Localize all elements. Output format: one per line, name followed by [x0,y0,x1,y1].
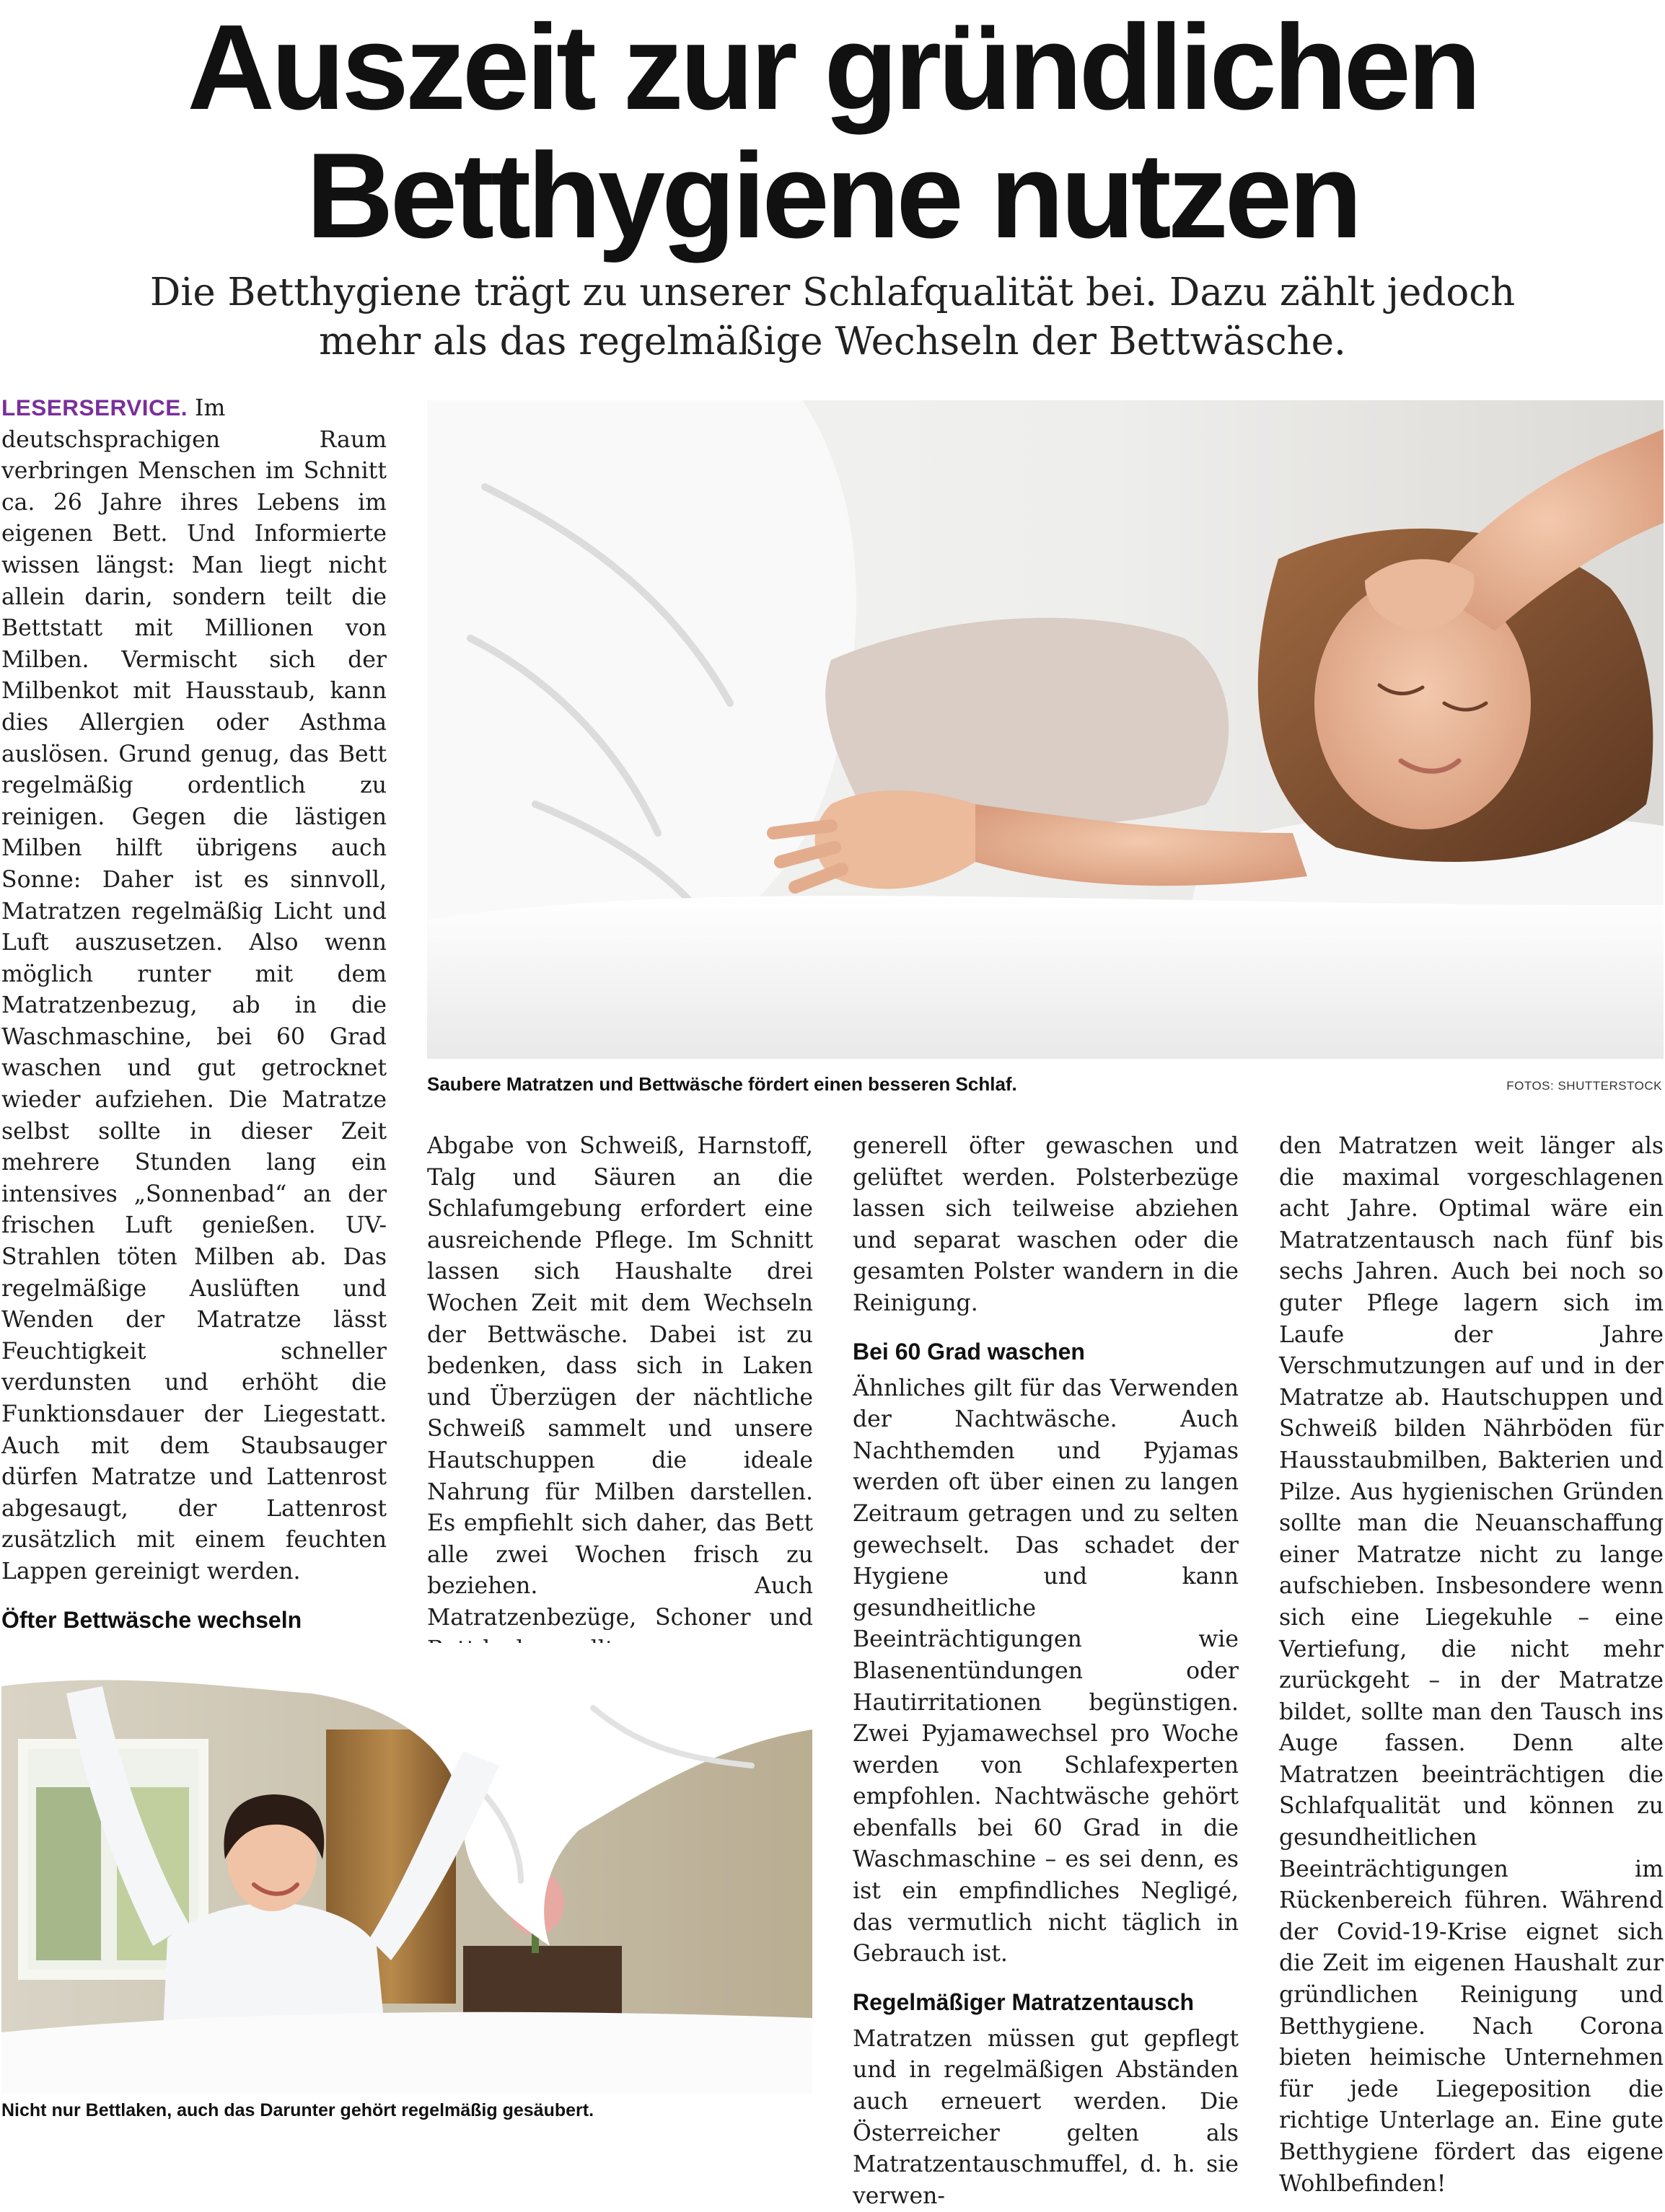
article-column-1 [1,392,387,1767]
headline-line-1: Auszeit zur gründlichen [187,0,1478,135]
sleeping-woman-illustration [427,400,1664,1059]
intro-text: Im deutschsprachigen Raum verbringen Menschen im Schnitt ca. 26 Jahre ihres Lebens im eigenen Bett. Und Informierte wissen längst: Man liegt nicht allein darin, sondern teilt die Bettstatt mit Millionen von Milben. Vermischt sich der Milbenkot mit Hausstaub, kann dies Allergien oder Asthma auslösen. Grund genug, das Bett regelmäßig ordentlich zu reinigen. Gegen die lästigen Milben hilft übrigens auch Sonne: Daher ist es sinnvoll, Matratzen regelmäßig Licht und Luft auszusetzen. Also wenn möglich runter mit dem Matratzenbezug, ab in die Waschmaschine, bei 60 Grad waschen und gut getrocknet wieder aufziehen. Die Matratze selbst sollte in dieser Zeit mehrere Stunden lang ein intensives „Sonnenbad“ an der frischen Luft genießen. UV-Strahlen töten Milben ab. Das regelmäßige Auslüften und Wenden der Matratze lässt Feuchtigkeit schneller verdunsten und erhöht die Funktionsdauer der Liegestatt. Auch mit dem Staubsauger dürfen Matratze und Lattenrost abgesaugt, der Lattenrost zusätzlich mit einem feuchten Lappen gereinigt werden. [1,395,387,1585]
column-3-paragraph-2: Ähnliches gilt für das Verwenden der Nachtwäsche. Auch Nachthemden und Pyjamas werden oft über einen zu langen Zeitraum getragen und zu selten gewechselt. Das schadet der Hygiene und kann gesundheitliche Beeinträchtigungen wie Blasenentündungen oder Hautirritationen begünstigen. Zwei Pyjamawechsel pro Woche werden von Schlafexperten empfohlen. Nachtwäsche gehört ebenfalls bei 60 Grad in die Waschmaschine – es sei denn, es ist ein empfindliches Negligé, das vermutlich nicht täglich in Gebrauch ist. [853,1375,1239,1968]
column-3-paragraph-3: Matratzen müssen gut gepflegt und in regelmäßigen Abständen auch erneuert werden. Die Österreicher gelten als Matratzentauschmuffel, d. h. sie verwen- [853,2025,1239,2209]
subhead-60-grad: Bei 60 Grad waschen [853,1338,1085,1365]
column-4-paragraph-1: den Matratzen weit länger als die maximal vorgeschlagenen acht Jahre. Optimal wäre ein Matratzentausch nach fünf bis sechs Jahren. Auch bei noch so guter Pflege lagern sich im Laufe der Jahre Verschmutzungen auf und in der Matratze ab. Hautschuppen und Schweiß bilden Nährböden für Hausstaubmilben, Bakterien und Pilze. Aus hygienischen Gründen sollte man die Neuanschaffung einer Matratze nicht zu lange aufschieben. Insbesondere wenn sich eine Liegekuhle – eine Vertiefung, die nicht mehr zurückgeht – in der Matratze bildet, sollte man den Tausch ins Auge fassen. Denn alte Matratzen beeinträchtigen die Schlafqualität und können zu gesundheitlichen Beeinträchtigungen im Rückenbereich führen. Während der Covid-19-Krise eignet sich die Zeit im eigenen Haushalt zur gründlichen Reinigung und Betthygiene. Nach Corona bieten heimische Unternehmen für jede Liegeposition die richtige Unterlage an. Eine gute Betthygiene fördert das eigene Wohlbefinden! [1279,1133,1664,2197]
main-photo [427,400,1664,1059]
subhead-matratzentausch: Regelmäßiger Matratzentausch [853,1988,1195,2015]
subtitle-line-2: mehr als das regelmäßige Wechseln der Bettwäsche. [319,320,1346,363]
subhead-bettwaesche: Öfter Bettwäsche wechseln [1,1606,302,1633]
article-column-3 [853,1131,1239,2212]
article-column-2 [427,1131,813,1665]
article-column-4 [1279,1131,1664,2200]
subtitle [72,268,1593,366]
headline [0,0,1665,263]
subtitle-line-1: Die Betthygiene trägt zu unserer Schlafqualität bei. Dazu zählt jedoch [149,270,1516,314]
secondary-photo [1,1643,812,2094]
photo-credit: FOTOS: SHUTTERSTOCK [1506,1079,1662,1093]
kicker-label: LESERSERVICE. [1,395,188,420]
headline-line-2: Betthygiene nutzen [306,128,1359,263]
column-3-paragraph-1: generell öfter gewaschen und gelüftet werden. Polsterbezüge lassen sich teilweise abziehen und separat waschen oder die gesamten Polster wandern in die Reinigung. [853,1133,1239,1316]
intro-paragraph [1,392,387,1588]
secondary-photo-caption: Nicht nur Bettlaken, auch das Darunter gehört regelmäßig gesäubert. [1,2100,594,2120]
column-2-paragraph-1: Abgabe von Schweiß, Harnstoff, Talg und Säuren an die Schlafumgebung erfordert eine ausreichende Pflege. Im Schnitt lassen sich Haushalte drei Wochen Zeit mit dem Wechseln der Bettwäsche. Dabei ist zu bedenken, dass sich in Laken und Überzügen der nächtliche Schweiß sammelt und unsere Hautschuppen die ideale Nahrung für Milben darstellen. Es empfiehlt sich daher, das Bett alle zwei Wochen frisch zu beziehen. Auch Matratzenbezüge, Schoner und [427,1133,813,1631]
main-photo-caption: Saubere Matratzen und Bettwäsche fördert einen besseren Schlaf. [427,1073,1017,1095]
woman-with-sheet-illustration [1,1643,812,2094]
